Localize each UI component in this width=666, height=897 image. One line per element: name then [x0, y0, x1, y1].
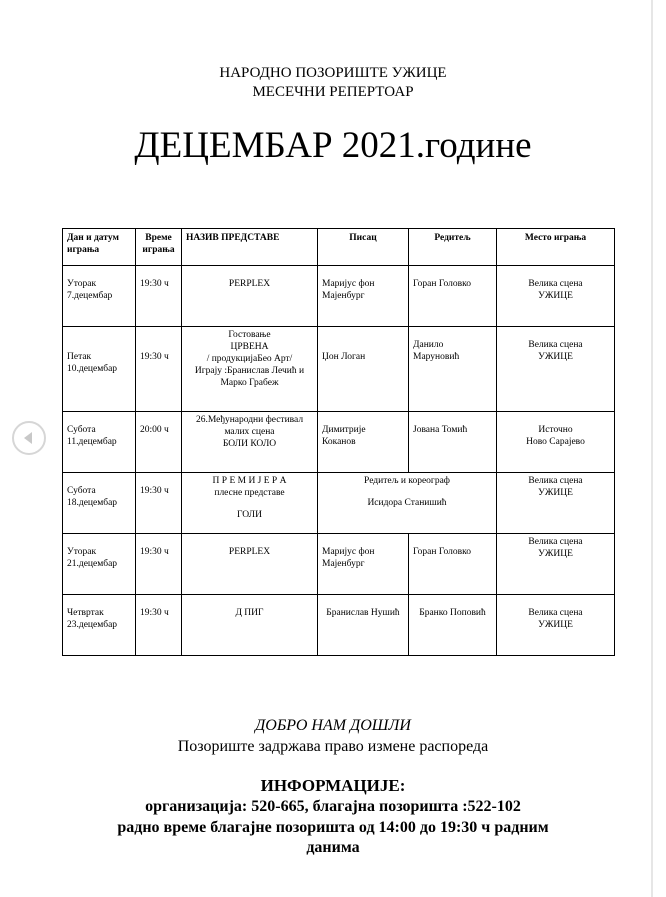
repertoire-table: [62, 228, 615, 656]
writer-cell: Маријус фон Мајенбург: [318, 266, 409, 327]
header-time: Време играња: [136, 229, 182, 266]
table-row: [63, 534, 615, 595]
time-cell: 19:30 ч: [136, 534, 182, 595]
time-cell: 20:00 ч: [136, 412, 182, 473]
title-cell: Гостовање ЦРВЕНА / продукцијаБео Арт/ Играју :Бранислав Лечић и Марко Грабеж: [182, 327, 318, 412]
time-cell: 19:30 ч: [136, 595, 182, 656]
venue-cell: Велика сцена УЖИЦЕ: [497, 595, 615, 656]
header-writer: Писац: [318, 229, 409, 266]
table-row: [63, 266, 615, 327]
table-row: [63, 595, 615, 656]
table-row: [63, 412, 615, 473]
day-date-cell: Четвртак 23.децембар: [63, 595, 136, 656]
contact-numbers: организација: 520-665, благајна позоришта :522-102: [145, 798, 521, 815]
day-date-cell: Субота 11.децембар: [63, 412, 136, 473]
box-office-hours: радно време благајне позоришта од 14:00 до 19:30 ч радним: [117, 819, 549, 836]
director-cell: Горан Головко: [409, 534, 497, 595]
title-cell: П Р Е М И Ј Е Р А плесне представе ГОЛИ: [182, 473, 318, 534]
day-date-cell: Уторак 7.децембар: [63, 266, 136, 327]
director-cell: Јована Томић: [409, 412, 497, 473]
time-cell: 19:30 ч: [136, 266, 182, 327]
spacer: [322, 487, 492, 497]
table-header-row: [63, 229, 615, 266]
writer-cell: Бранислав Нушић: [318, 595, 409, 656]
welcome-text: ДОБРО НАМ ДОШЛИ: [255, 717, 411, 734]
chevron-left-icon: [21, 430, 37, 446]
day-date-cell: Петак 10.децембар: [63, 327, 136, 412]
month-title: ДЕЦЕМБАР 2021.године: [134, 125, 532, 166]
director-cell: Горан Головко: [409, 266, 497, 327]
director-cell: Данило Маруновић: [409, 327, 497, 412]
writer-cell: Џон Логан: [318, 327, 409, 412]
header-venue: Место играња: [497, 229, 615, 266]
venue-cell: Источно Ново Сарајево: [497, 412, 615, 473]
header-director: Редитељ: [409, 229, 497, 266]
header-title: НАЗИВ ПРЕДСТАВЕ: [182, 229, 318, 266]
time-cell: 19:30 ч: [136, 327, 182, 412]
title-cell: PERPLEX: [182, 534, 318, 595]
table-row: [63, 327, 615, 412]
venue-cell: Велика сцена УЖИЦЕ: [497, 327, 615, 412]
credit-cell: Редитељ и кореограф Исидора Станишић: [318, 473, 497, 534]
theatre-name: НАРОДНО ПОЗОРИШТЕ УЖИЦЕ: [219, 65, 447, 81]
repertoire-subtitle: МЕСЕЧНИ РЕПЕРТОАР: [252, 84, 414, 100]
table-row: [63, 473, 615, 534]
previous-page-button[interactable]: [12, 421, 46, 455]
title-cell: PERPLEX: [182, 266, 318, 327]
header-day-date: Дан и датум играња: [63, 229, 136, 266]
spacer: [186, 499, 313, 509]
day-date-cell: Уторак 21.децембар: [63, 534, 136, 595]
title-cell: Д ПИГ: [182, 595, 318, 656]
info-heading: ИНФОРМАЦИЈЕ:: [260, 776, 406, 795]
day-date-cell: Субота 18.децембар: [63, 473, 136, 534]
schedule-notice: Позориште задржава право измене распореда: [177, 738, 489, 755]
box-office-hours-cont: данима: [306, 839, 360, 856]
director-cell: Бранко Поповић: [409, 595, 497, 656]
title-cell: 26.Међународни фестивал малих сцена БОЛИ КОЛО: [182, 412, 318, 473]
writer-cell: Димитрије Коканов: [318, 412, 409, 473]
venue-cell: Велика сцена УЖИЦЕ: [497, 473, 615, 534]
writer-cell: Маријус фон Мајенбург: [318, 534, 409, 595]
venue-cell: Велика сцена УЖИЦЕ: [497, 534, 615, 595]
venue-cell: Велика сцена УЖИЦЕ: [497, 266, 615, 327]
time-cell: 19:30 ч: [136, 473, 182, 534]
